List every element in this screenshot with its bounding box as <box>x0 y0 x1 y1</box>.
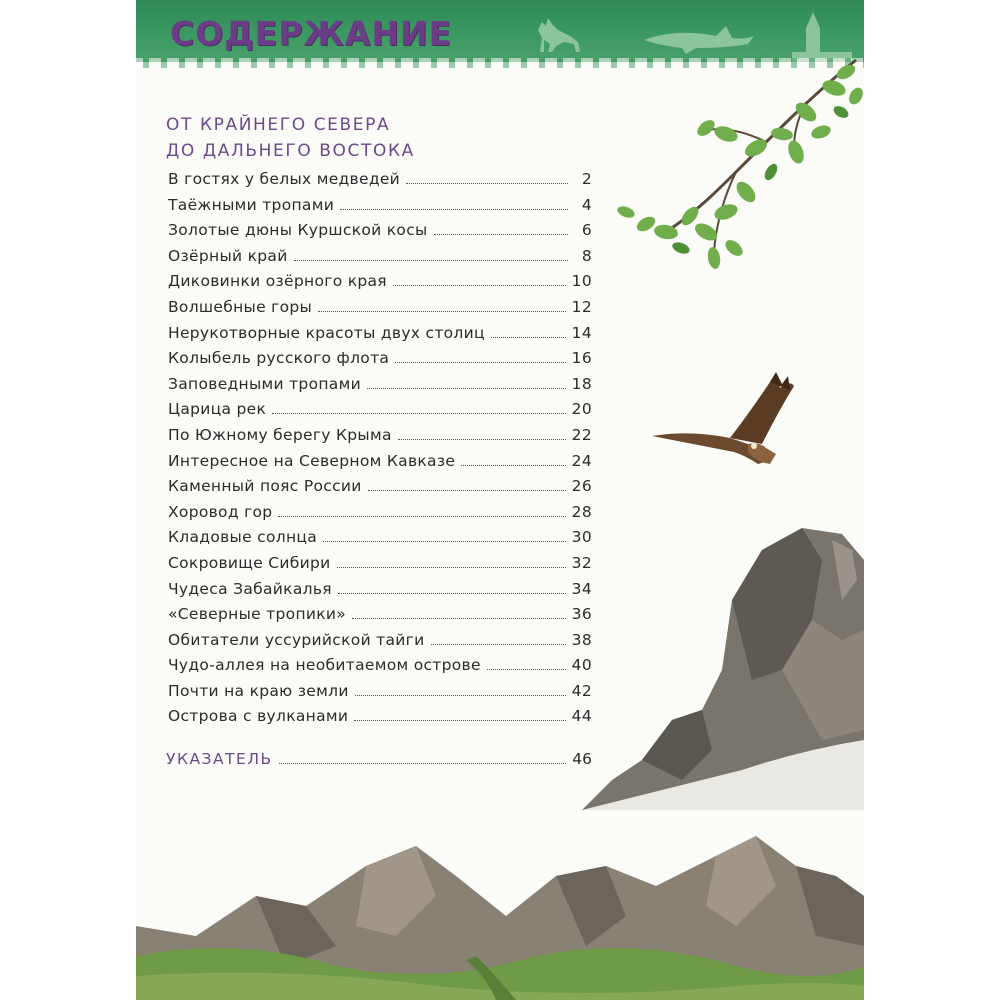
dot-leader <box>393 285 566 286</box>
toc-entry-page: 30 <box>571 528 592 547</box>
toc-entry[interactable] <box>168 580 592 606</box>
toc-entry-title: Заповедными тропами <box>168 374 361 393</box>
toc-entry[interactable] <box>168 631 592 657</box>
dot-leader <box>461 465 565 466</box>
mountains-illustration <box>136 836 864 1000</box>
toc-entry-title: Чудо-аллея на необитаемом острове <box>168 656 481 675</box>
toc-entry-title: Золотые дюны Куршской косы <box>168 221 428 240</box>
toc-entry-page: 32 <box>571 553 592 572</box>
index-entry[interactable] <box>166 750 592 768</box>
toc-entry[interactable] <box>168 477 592 503</box>
toc-entry-page: 38 <box>571 630 592 649</box>
toc-entry-page: 28 <box>571 502 592 521</box>
toc-entry-page: 20 <box>571 400 592 419</box>
toc-entry-page: 42 <box>571 681 592 700</box>
toc-entry[interactable] <box>168 528 592 554</box>
dot-leader <box>354 720 565 721</box>
toc-entry[interactable] <box>168 375 592 401</box>
dot-leader <box>368 490 566 491</box>
toc-entry-page: 16 <box>571 349 592 368</box>
toc-entry[interactable] <box>168 272 592 298</box>
toc-entry-title: Хоровод гор <box>168 502 273 521</box>
toc-entry[interactable] <box>168 170 592 196</box>
toc-entry-page: 4 <box>581 195 592 214</box>
toc-entry-title: Таёжными тропами <box>168 195 335 214</box>
toc-entry[interactable] <box>168 247 592 273</box>
index-entry-page: 46 <box>572 750 592 768</box>
toc-entry-page: 36 <box>571 605 592 624</box>
page-title: СОДЕРЖАНИЕ <box>170 14 453 53</box>
wolf-silhouette-icon <box>538 18 580 52</box>
toc-entry-title: Волшебные горы <box>168 297 313 316</box>
toc-entry-title: По Южному берегу Крыма <box>168 425 392 444</box>
dot-leader <box>318 311 566 312</box>
toc-entry[interactable] <box>168 324 592 350</box>
toc-entry-page: 12 <box>571 297 592 316</box>
toc-entry-page: 2 <box>581 170 592 188</box>
section-heading <box>166 112 415 164</box>
toc-entry-title: Сокровище Сибири <box>168 553 331 572</box>
toc-entry[interactable] <box>168 503 592 529</box>
dot-leader <box>338 593 566 594</box>
toc-entry-page: 8 <box>581 246 592 265</box>
dot-leader <box>431 644 566 645</box>
dot-leader <box>272 413 566 414</box>
toc-entry[interactable] <box>168 682 592 708</box>
toc-entry[interactable] <box>168 298 592 324</box>
book-page <box>136 0 864 1000</box>
toc-entry[interactable] <box>168 400 592 426</box>
toc-entry[interactable] <box>168 196 592 222</box>
dot-leader <box>340 209 568 210</box>
toc-entry-page: 40 <box>571 656 592 675</box>
toc-entry[interactable] <box>168 605 592 631</box>
toc-entry-title: Озёрный край <box>168 246 288 265</box>
toc-entry-page: 24 <box>571 451 592 470</box>
index-entry-title: УКАЗАТЕЛЬ <box>166 750 273 768</box>
dot-leader <box>406 183 568 184</box>
toc-entry-title: Каменный пояс России <box>168 477 362 496</box>
toc-entry[interactable] <box>168 426 592 452</box>
toc-entry-page: 18 <box>571 374 592 393</box>
table-of-contents <box>168 170 592 733</box>
toc-entry[interactable] <box>168 707 592 733</box>
toc-entry-title: Кладовые солнца <box>168 528 318 547</box>
toc-entry-page: 6 <box>581 221 592 240</box>
toc-entry-title: Диковинки озёрного края <box>168 272 387 291</box>
toc-entry-page: 44 <box>571 707 592 726</box>
dot-leader <box>395 362 565 363</box>
toc-entry-title: Почти на краю земли <box>168 681 349 700</box>
toc-entry-page: 26 <box>571 477 592 496</box>
section-heading-line2: ДО ДАЛЬНЕГО ВОСТОКА <box>166 141 415 161</box>
toc-entry[interactable] <box>168 656 592 682</box>
toc-entry-title: Интересное на Северном Кавказе <box>168 451 456 470</box>
toc-entry-page: 22 <box>571 425 592 444</box>
dot-leader <box>487 669 566 670</box>
section-heading-line1: ОТ КРАЙНЕГО СЕВЕРА <box>166 115 391 135</box>
toc-entry[interactable] <box>168 452 592 478</box>
shark-silhouette-icon <box>644 26 754 54</box>
rock-illustration <box>582 520 864 810</box>
toc-entry-page: 14 <box>571 323 592 342</box>
dot-leader <box>352 618 566 619</box>
dot-leader <box>398 439 566 440</box>
branch-illustration <box>606 52 864 292</box>
toc-entry-title: Царица рек <box>168 400 267 419</box>
toc-entry[interactable] <box>168 349 592 375</box>
dot-leader <box>294 260 568 261</box>
toc-entry[interactable] <box>168 554 592 580</box>
toc-entry-page: 10 <box>571 272 592 291</box>
toc-entry-title: Колыбель русского флота <box>168 349 390 368</box>
toc-entry-title: «Северные тропики» <box>168 605 347 624</box>
toc-entry-title: В гостях у белых медведей <box>168 170 401 188</box>
dot-leader <box>323 541 566 542</box>
dot-leader <box>337 567 566 568</box>
dot-leader <box>278 516 565 517</box>
dot-leader <box>279 763 567 764</box>
dot-leader <box>491 337 566 338</box>
eagle-illustration <box>650 372 800 472</box>
toc-entry-title: Чудеса Забайкалья <box>168 579 332 598</box>
toc-entry-title: Нерукотворные красоты двух столиц <box>168 323 485 342</box>
dot-leader <box>367 388 566 389</box>
toc-entry-title: Острова с вулканами <box>168 707 349 726</box>
toc-entry[interactable] <box>168 221 592 247</box>
dot-leader <box>434 234 568 235</box>
dot-leader <box>355 695 566 696</box>
toc-entry-page: 34 <box>571 579 592 598</box>
toc-entry-title: Обитатели уссурийской тайги <box>168 630 425 649</box>
